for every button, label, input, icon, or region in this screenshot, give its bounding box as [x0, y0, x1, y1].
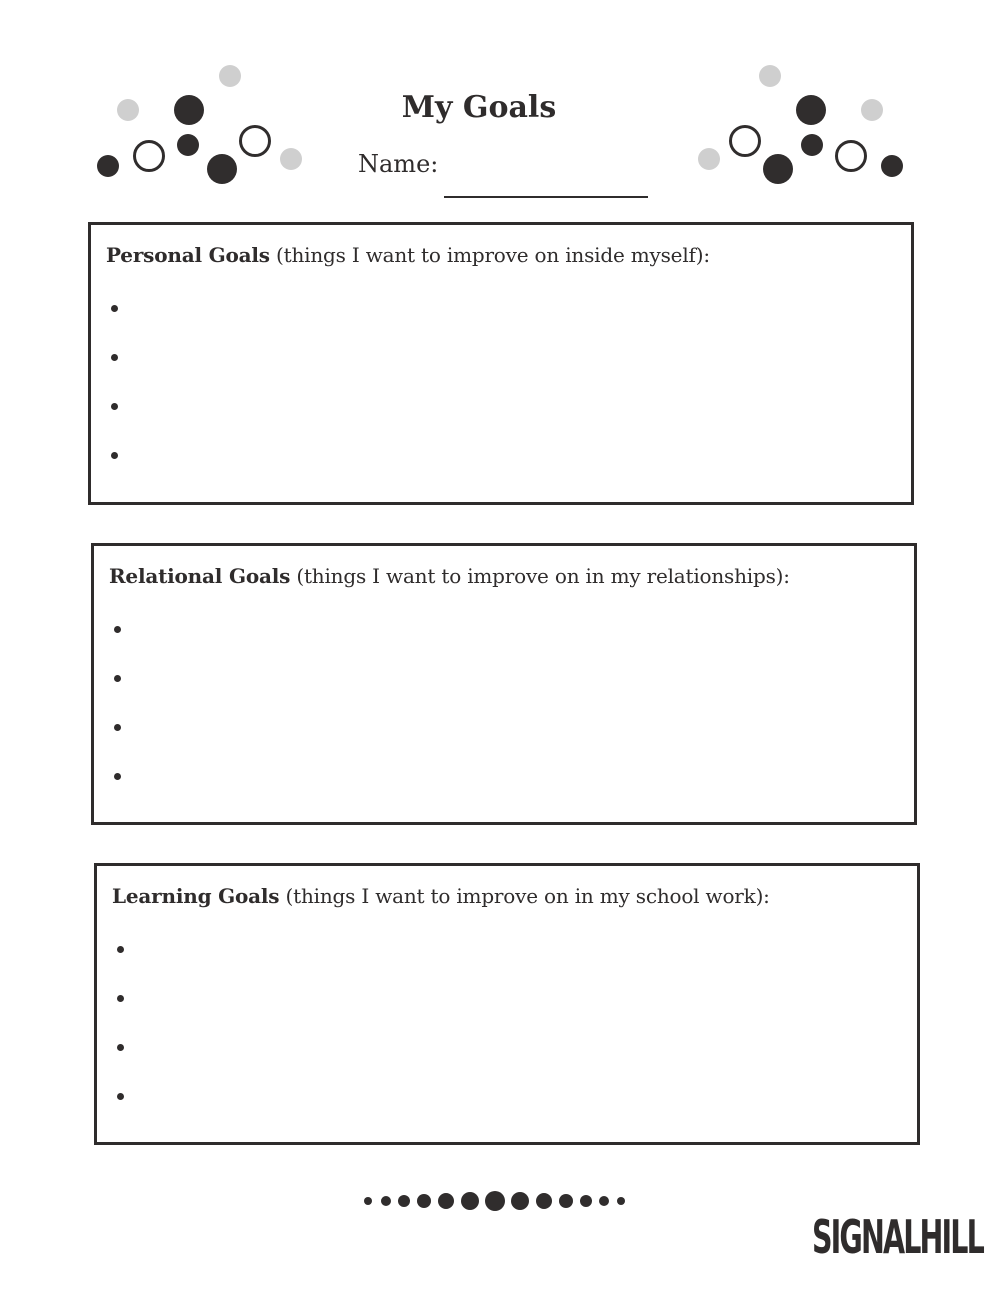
dot-icon	[381, 1196, 391, 1206]
dot-icon	[759, 65, 781, 87]
dot-icon	[97, 155, 119, 177]
dot-icon	[364, 1197, 372, 1205]
section-title: Learning Goals	[112, 884, 280, 908]
bullet-icon	[111, 403, 118, 410]
dot-icon	[801, 134, 823, 156]
dot-icon	[417, 1194, 431, 1208]
dot-icon	[881, 155, 903, 177]
signalhill-logo: SIGNALHILL	[812, 1210, 983, 1264]
bullet-icon	[117, 946, 124, 953]
ring-icon	[133, 140, 165, 172]
section-description: (things I want to improve on inside myself):	[276, 243, 710, 267]
name-row	[358, 150, 648, 178]
section-heading	[112, 884, 770, 908]
dot-icon	[485, 1191, 505, 1211]
page-title: My Goals	[401, 90, 557, 125]
section-heading	[106, 243, 710, 267]
dot-icon	[438, 1193, 454, 1209]
name-field[interactable]	[444, 196, 648, 198]
section-heading	[109, 564, 790, 588]
bullet-icon	[114, 724, 121, 731]
bullet-icon	[111, 305, 118, 312]
dot-icon	[177, 134, 199, 156]
dot-icon	[698, 148, 720, 170]
dot-icon	[398, 1195, 410, 1207]
bullet-icon	[117, 995, 124, 1002]
bullet-icon	[117, 1044, 124, 1051]
dot-icon	[536, 1193, 552, 1209]
dot-icon	[511, 1192, 529, 1210]
dot-icon	[599, 1196, 609, 1206]
bullet-icon	[111, 354, 118, 361]
bullet-icon	[114, 773, 121, 780]
section-title: Personal Goals	[106, 243, 270, 267]
dot-icon	[559, 1194, 573, 1208]
relational-goals-box	[91, 543, 917, 825]
dot-icon	[461, 1192, 479, 1210]
learning-goals-box	[94, 863, 920, 1145]
bullet-icon	[114, 675, 121, 682]
dot-icon	[763, 154, 793, 184]
bullet-icon	[111, 452, 118, 459]
dot-icon	[219, 65, 241, 87]
dot-icon	[580, 1195, 592, 1207]
ring-icon	[835, 140, 867, 172]
dot-icon	[280, 148, 302, 170]
name-label: Name:	[358, 150, 439, 178]
bullet-icon	[114, 626, 121, 633]
bullet-icon	[117, 1093, 124, 1100]
section-description: (things I want to improve on in my school work):	[285, 884, 770, 908]
dot-icon	[617, 1197, 625, 1205]
section-title: Relational Goals	[109, 564, 291, 588]
ring-icon	[239, 125, 271, 157]
personal-goals-box	[88, 222, 914, 505]
ring-icon	[729, 125, 761, 157]
dot-icon	[207, 154, 237, 184]
section-description: (things I want to improve on in my relationships):	[296, 564, 790, 588]
